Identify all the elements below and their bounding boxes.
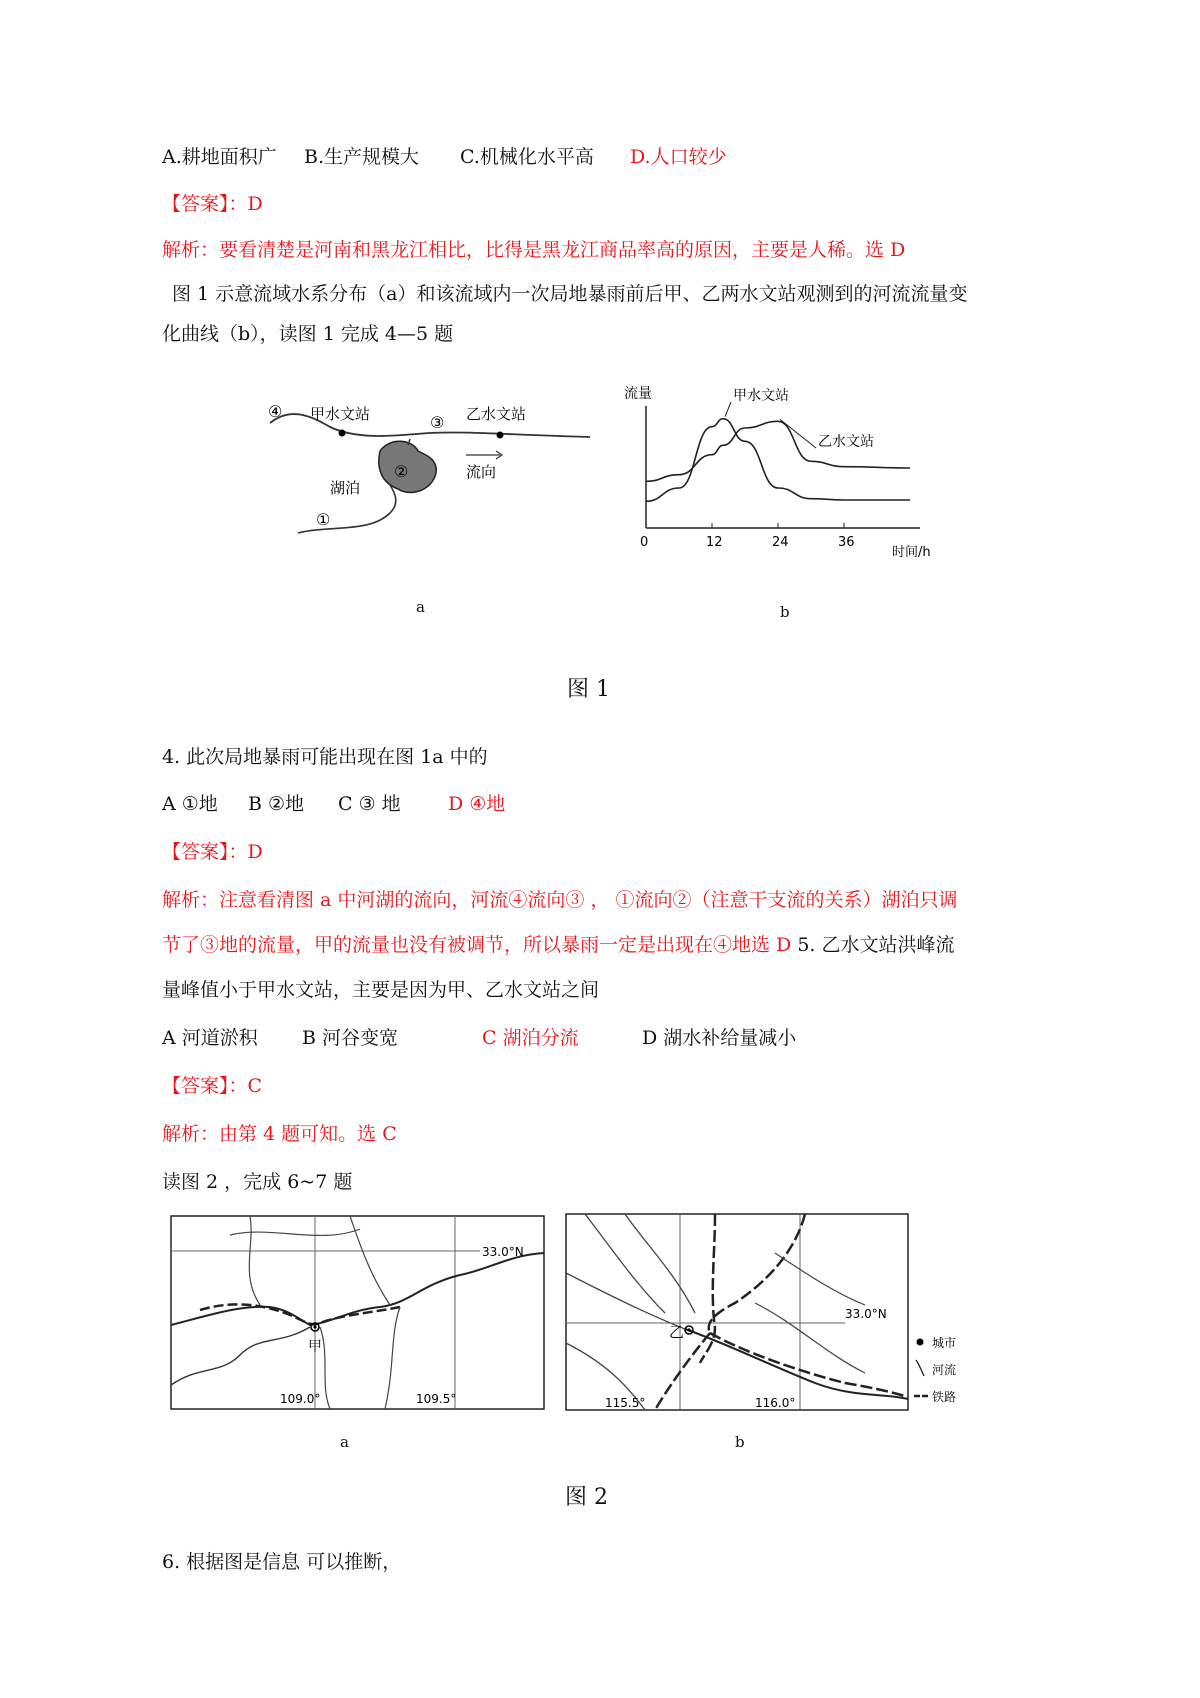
figure2-map-b xyxy=(565,1213,913,1413)
chart-ylabel: 流量 xyxy=(624,386,652,402)
map-label-4: ④ xyxy=(268,402,283,421)
x-tick-label: 12 xyxy=(706,535,723,550)
q3-answer: 【答案】：D xyxy=(162,193,263,215)
q4-option-d: D ④地 xyxy=(448,793,506,815)
series-label-0: 甲水文站 xyxy=(733,388,789,404)
x-tick-label: 24 xyxy=(772,535,789,550)
q4-option-b: B ②地 xyxy=(248,793,305,815)
figure1-sub-a: a xyxy=(416,598,425,616)
q3-analysis: 解析：要看清楚是河南和黑龙江相比，比得是黑龙江商品率高的原因，主要是人稀。选 D xyxy=(162,239,906,261)
chart-xlabel: 时间/h xyxy=(892,545,931,560)
map-b-lon1: 115.5° xyxy=(605,1396,646,1410)
legend-railway: 铁路 xyxy=(932,1390,957,1404)
figure1-sub-b: b xyxy=(780,603,790,621)
intro2: 读图 2 ，完成 6~7 题 xyxy=(162,1171,353,1193)
legend-river: 河流 xyxy=(932,1363,957,1377)
figure2-sub-b: b xyxy=(735,1433,745,1451)
series-leader-1 xyxy=(780,419,816,448)
figure2-legend xyxy=(912,1330,982,1410)
q5-option-c: C 湖泊分流 xyxy=(482,1027,579,1049)
station-yi-label: 乙水文站 xyxy=(466,405,527,423)
legend-city: 城市 xyxy=(932,1336,957,1350)
q5-answer: 【答案】：C xyxy=(162,1075,263,1097)
q3-option-d: D.人口较少 xyxy=(630,146,727,168)
map-a-lon1: 109.0° xyxy=(280,1392,321,1406)
series-label-1: 乙水文站 xyxy=(818,434,874,450)
lake-label: 湖泊 xyxy=(330,479,361,497)
figure1-caption: 图 1 xyxy=(567,677,610,702)
station-jia-label: 甲水文站 xyxy=(310,405,371,423)
map-a-city: 甲 xyxy=(308,1339,322,1355)
q4-option-c: C ③ 地 xyxy=(338,793,401,815)
flow-label: 流向 xyxy=(466,463,497,481)
x-tick-label: 0 xyxy=(640,535,649,550)
q4-answer: 【答案】：D xyxy=(162,841,263,863)
q5-option-b: B 河谷变宽 xyxy=(302,1027,399,1049)
q6-stem: 6. 根据图是信息 可以推断， xyxy=(162,1551,402,1573)
q4-option-a: A ①地 xyxy=(162,793,218,815)
q5-option-d: D 湖水补给量减小 xyxy=(642,1027,797,1049)
q5-option-a: A 河道淤积 xyxy=(162,1027,258,1049)
map-a-lat: 33.0°N xyxy=(482,1245,524,1259)
x-tick-label: 36 xyxy=(838,535,855,550)
series-line-1 xyxy=(646,421,910,481)
map-label-2: ② xyxy=(394,462,409,481)
q4-analysis-2-red: 节了③地的流量，甲的流量也没有被调节，所以暴雨一定是出现在④地选 D xyxy=(162,934,792,956)
map-label-1: ① xyxy=(316,510,331,529)
q4-analysis-2 xyxy=(162,933,955,957)
q4-options xyxy=(162,792,505,816)
map-a-lon2: 109.5° xyxy=(416,1392,457,1406)
figure2-caption: 图 2 xyxy=(565,1485,608,1510)
figure1-flow-chart xyxy=(620,378,940,588)
q5-stem-part2: 量峰值小于甲水文站，主要是因为甲、乙水文站之间 xyxy=(162,979,600,1001)
figure1-map xyxy=(230,385,600,585)
q3-option-a: A.耕地面积广 xyxy=(162,146,277,168)
map-b-lon2: 116.0° xyxy=(755,1396,796,1410)
figure2-sub-a: a xyxy=(340,1433,349,1451)
q3-option-c: C.机械化水平高 xyxy=(460,146,594,168)
map-b-lat: 33.0°N xyxy=(845,1307,887,1321)
q5-analysis: 解析：由第 4 题可知。选 C xyxy=(162,1123,397,1145)
q5-stem-part1: 5. 乙水文站洪峰流 xyxy=(791,934,955,956)
q3-options xyxy=(162,145,727,169)
intro1-line2: 化曲线（b），读图 1 完成 4—5 题 xyxy=(162,323,454,345)
map-label-3: ③ xyxy=(430,413,445,432)
series-line-0 xyxy=(646,419,910,502)
q4-stem: 4. 此次局地暴雨可能出现在图 1a 中的 xyxy=(162,746,488,768)
q4-analysis-1: 解析：注意看清图 a 中河湖的流向，河流④流向③ ， ①流向②（注意干支流的关系）湖泊只调 xyxy=(162,889,958,911)
figure2-map-a xyxy=(170,1215,545,1410)
intro1-line1: 图 1 示意流域水系分布（a）和该流域内一次局地暴雨前后甲、乙两水文站观测到的河流流量变 xyxy=(172,283,968,305)
series-leader-0 xyxy=(725,402,731,417)
map-b-city: 乙 xyxy=(669,1323,685,1341)
q5-options xyxy=(162,1026,796,1050)
q3-option-b: B.生产规模大 xyxy=(304,146,420,168)
